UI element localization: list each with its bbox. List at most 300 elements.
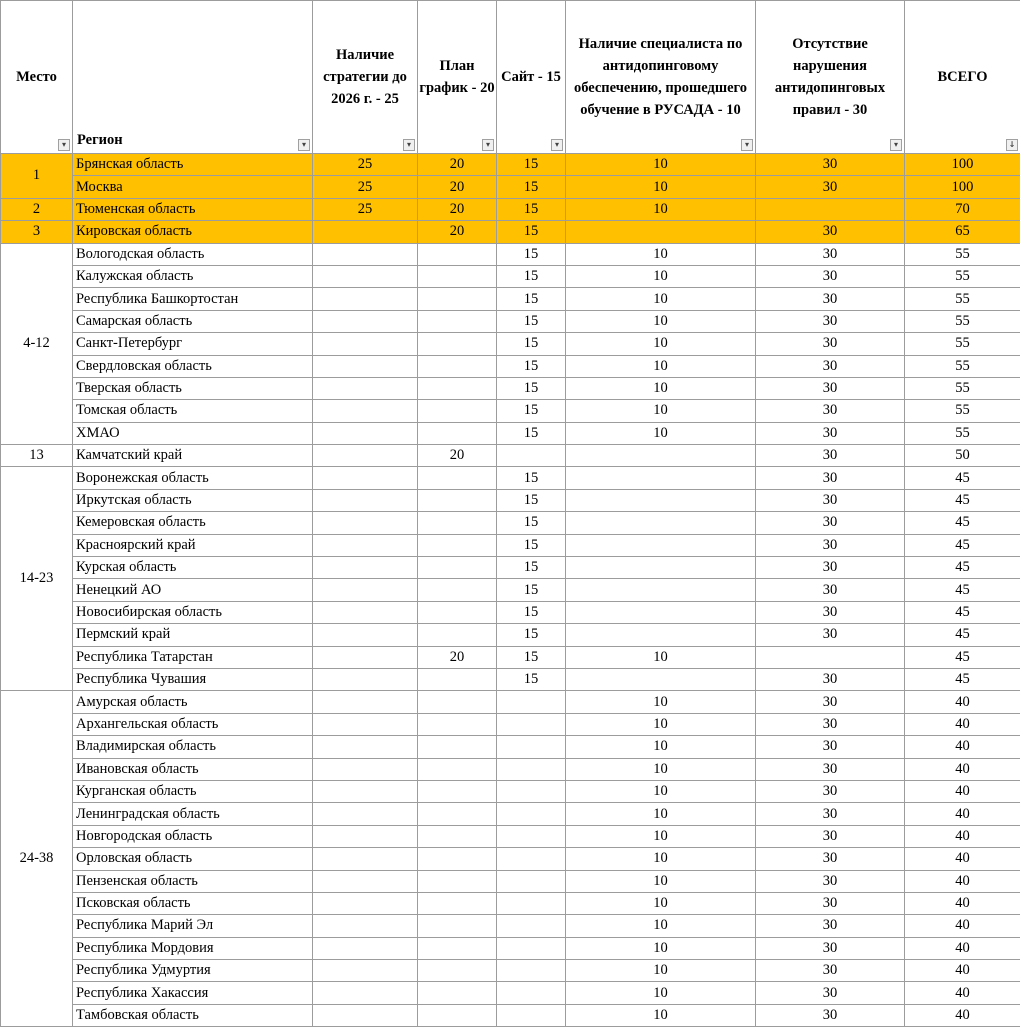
violations-cell[interactable]: 30	[756, 982, 905, 1004]
specialist-cell[interactable]: 10	[566, 848, 756, 870]
specialist-cell[interactable]: 10	[566, 758, 756, 780]
region-cell[interactable]: Воронежская область	[73, 467, 313, 489]
total-cell[interactable]: 40	[905, 825, 1020, 847]
strategy-cell[interactable]	[313, 310, 418, 332]
total-cell[interactable]: 40	[905, 892, 1020, 914]
table-row	[1, 780, 1020, 802]
specialist-cell[interactable]: 10	[566, 377, 756, 399]
total-cell[interactable]: 45	[905, 512, 1020, 534]
violations-cell[interactable]: 30	[756, 579, 905, 601]
region-cell[interactable]: Республика Удмуртия	[73, 960, 313, 982]
place-cell[interactable]: 4-12	[1, 243, 73, 445]
specialist-cell[interactable]	[566, 624, 756, 646]
total-cell[interactable]: 45	[905, 557, 1020, 579]
filter-dropdown-icon[interactable]: ▾	[58, 139, 70, 151]
total-cell[interactable]: 40	[905, 691, 1020, 713]
violations-cell[interactable]: 30	[756, 1004, 905, 1026]
specialist-cell[interactable]: 10	[566, 288, 756, 310]
site-cell[interactable]: 15	[497, 668, 566, 690]
strategy-cell[interactable]	[313, 221, 418, 243]
total-cell[interactable]: 55	[905, 377, 1020, 399]
strategy-cell[interactable]	[313, 668, 418, 690]
specialist-cell[interactable]	[566, 601, 756, 623]
strategy-cell[interactable]: 25	[313, 198, 418, 220]
violations-cell[interactable]: 30	[756, 400, 905, 422]
violations-cell[interactable]: 30	[756, 915, 905, 937]
specialist-cell[interactable]	[566, 445, 756, 467]
total-cell[interactable]: 45	[905, 624, 1020, 646]
violations-cell[interactable]: 30	[756, 422, 905, 444]
total-cell[interactable]: 55	[905, 400, 1020, 422]
site-cell[interactable]	[497, 445, 566, 467]
violations-cell[interactable]: 30	[756, 265, 905, 287]
region-cell[interactable]: Орловская область	[73, 848, 313, 870]
total-cell[interactable]: 45	[905, 579, 1020, 601]
region-cell[interactable]: Брянская область	[73, 154, 313, 176]
strategy-cell[interactable]	[313, 937, 418, 959]
plan-cell[interactable]	[418, 467, 497, 489]
specialist-cell[interactable]: 10	[566, 154, 756, 176]
violations-cell[interactable]: 30	[756, 288, 905, 310]
plan-cell[interactable]	[418, 310, 497, 332]
site-cell[interactable]: 15	[497, 176, 566, 198]
plan-cell[interactable]	[418, 579, 497, 601]
place-cell[interactable]: 1	[1, 154, 73, 199]
specialist-cell[interactable]: 10	[566, 937, 756, 959]
violations-cell[interactable]: 30	[756, 758, 905, 780]
region-cell[interactable]: Республика Татарстан	[73, 646, 313, 668]
specialist-cell[interactable]: 10	[566, 803, 756, 825]
strategy-cell[interactable]	[313, 467, 418, 489]
site-cell[interactable]: 15	[497, 489, 566, 511]
violations-cell[interactable]: 30	[756, 333, 905, 355]
site-cell[interactable]	[497, 691, 566, 713]
plan-cell[interactable]	[418, 333, 497, 355]
region-cell[interactable]: Красноярский край	[73, 534, 313, 556]
strategy-cell[interactable]	[313, 624, 418, 646]
plan-cell[interactable]	[418, 982, 497, 1004]
strategy-cell[interactable]: 25	[313, 154, 418, 176]
strategy-cell[interactable]	[313, 915, 418, 937]
total-cell[interactable]: 55	[905, 288, 1020, 310]
strategy-cell[interactable]	[313, 333, 418, 355]
plan-cell[interactable]	[418, 243, 497, 265]
region-cell[interactable]: Новгородская область	[73, 825, 313, 847]
plan-cell[interactable]	[418, 870, 497, 892]
plan-cell[interactable]	[418, 780, 497, 802]
plan-cell[interactable]	[418, 512, 497, 534]
plan-cell[interactable]	[418, 758, 497, 780]
plan-cell[interactable]	[418, 915, 497, 937]
plan-cell[interactable]: 20	[418, 198, 497, 220]
violations-cell[interactable]	[756, 198, 905, 220]
site-cell[interactable]: 15	[497, 422, 566, 444]
plan-cell[interactable]	[418, 422, 497, 444]
strategy-cell[interactable]	[313, 758, 418, 780]
strategy-cell[interactable]	[313, 736, 418, 758]
plan-cell[interactable]	[418, 1004, 497, 1026]
strategy-cell[interactable]	[313, 1004, 418, 1026]
region-cell[interactable]: Тюменская область	[73, 198, 313, 220]
region-cell[interactable]: Кировская область	[73, 221, 313, 243]
region-cell[interactable]: Пермский край	[73, 624, 313, 646]
total-cell[interactable]: 55	[905, 310, 1020, 332]
plan-cell[interactable]: 20	[418, 154, 497, 176]
plan-cell[interactable]	[418, 960, 497, 982]
specialist-cell[interactable]: 10	[566, 691, 756, 713]
specialist-cell[interactable]: 10	[566, 736, 756, 758]
site-cell[interactable]	[497, 736, 566, 758]
filter-dropdown-icon[interactable]: ▾	[298, 139, 310, 151]
site-cell[interactable]	[497, 960, 566, 982]
violations-cell[interactable]: 30	[756, 825, 905, 847]
strategy-cell[interactable]: 25	[313, 176, 418, 198]
specialist-cell[interactable]: 10	[566, 1004, 756, 1026]
specialist-cell[interactable]: 10	[566, 780, 756, 802]
site-cell[interactable]	[497, 825, 566, 847]
specialist-cell[interactable]	[566, 489, 756, 511]
region-cell[interactable]: ХМАО	[73, 422, 313, 444]
table-row	[1, 534, 1020, 556]
violations-cell[interactable]: 30	[756, 601, 905, 623]
region-cell[interactable]: Самарская область	[73, 310, 313, 332]
plan-cell[interactable]	[418, 355, 497, 377]
total-cell[interactable]: 55	[905, 333, 1020, 355]
plan-cell[interactable]	[418, 736, 497, 758]
total-cell[interactable]: 40	[905, 758, 1020, 780]
strategy-cell[interactable]	[313, 646, 418, 668]
total-cell[interactable]: 45	[905, 467, 1020, 489]
plan-cell[interactable]	[418, 892, 497, 914]
site-cell[interactable]: 15	[497, 198, 566, 220]
filter-dropdown-icon[interactable]: ▾	[741, 139, 753, 151]
total-cell[interactable]: 40	[905, 1004, 1020, 1026]
region-cell[interactable]: Ненецкий АО	[73, 579, 313, 601]
violations-cell[interactable]: 30	[756, 489, 905, 511]
total-cell[interactable]: 40	[905, 937, 1020, 959]
specialist-cell[interactable]: 10	[566, 422, 756, 444]
site-cell[interactable]	[497, 1004, 566, 1026]
total-cell[interactable]: 45	[905, 668, 1020, 690]
plan-cell[interactable]	[418, 601, 497, 623]
site-cell[interactable]	[497, 892, 566, 914]
specialist-cell[interactable]: 10	[566, 892, 756, 914]
strategy-cell[interactable]	[313, 377, 418, 399]
total-cell[interactable]: 40	[905, 803, 1020, 825]
place-cell[interactable]: 2	[1, 198, 73, 220]
specialist-cell[interactable]	[566, 512, 756, 534]
total-cell[interactable]: 40	[905, 713, 1020, 735]
strategy-cell[interactable]	[313, 243, 418, 265]
specialist-cell[interactable]: 10	[566, 713, 756, 735]
site-cell[interactable]: 15	[497, 512, 566, 534]
site-cell[interactable]: 15	[497, 154, 566, 176]
table-row	[1, 915, 1020, 937]
plan-cell[interactable]	[418, 489, 497, 511]
region-cell[interactable]: Курская область	[73, 557, 313, 579]
total-cell[interactable]: 40	[905, 780, 1020, 802]
region-cell[interactable]: Вологодская область	[73, 243, 313, 265]
site-cell[interactable]	[497, 982, 566, 1004]
strategy-cell[interactable]	[313, 422, 418, 444]
place-cell[interactable]: 13	[1, 445, 73, 467]
specialist-cell[interactable]: 10	[566, 265, 756, 287]
specialist-cell[interactable]: 10	[566, 176, 756, 198]
filter-dropdown-icon[interactable]: ▾	[403, 139, 415, 151]
region-cell[interactable]: Республика Чувашия	[73, 668, 313, 690]
region-cell[interactable]: Республика Марий Эл	[73, 915, 313, 937]
violations-cell[interactable]: 30	[756, 377, 905, 399]
region-cell[interactable]: Ленинградская область	[73, 803, 313, 825]
plan-cell[interactable]	[418, 534, 497, 556]
region-cell[interactable]: Амурская область	[73, 691, 313, 713]
total-cell[interactable]: 55	[905, 265, 1020, 287]
plan-cell[interactable]	[418, 377, 497, 399]
total-cell[interactable]: 50	[905, 445, 1020, 467]
violations-cell[interactable]: 30	[756, 713, 905, 735]
violations-cell[interactable]: 30	[756, 736, 905, 758]
site-cell[interactable]	[497, 870, 566, 892]
region-cell[interactable]: Псковская область	[73, 892, 313, 914]
plan-cell[interactable]	[418, 848, 497, 870]
site-cell[interactable]	[497, 803, 566, 825]
region-cell[interactable]: Калужская область	[73, 265, 313, 287]
site-cell[interactable]	[497, 937, 566, 959]
plan-cell[interactable]	[418, 265, 497, 287]
plan-cell[interactable]: 20	[418, 221, 497, 243]
site-cell[interactable]	[497, 848, 566, 870]
specialist-cell[interactable]: 10	[566, 646, 756, 668]
table-row	[1, 825, 1020, 847]
specialist-cell[interactable]: 10	[566, 198, 756, 220]
violations-cell[interactable]: 30	[756, 557, 905, 579]
site-cell[interactable]: 15	[497, 579, 566, 601]
total-cell[interactable]: 40	[905, 960, 1020, 982]
violations-cell[interactable]: 30	[756, 691, 905, 713]
plan-cell[interactable]	[418, 624, 497, 646]
strategy-cell[interactable]	[313, 848, 418, 870]
place-cell[interactable]: 14-23	[1, 467, 73, 691]
table-row	[1, 198, 1020, 220]
table-row	[1, 960, 1020, 982]
total-cell[interactable]: 100	[905, 176, 1020, 198]
plan-cell[interactable]	[418, 803, 497, 825]
region-cell[interactable]: Ивановская область	[73, 758, 313, 780]
site-cell[interactable]: 15	[497, 534, 566, 556]
total-cell[interactable]: 45	[905, 534, 1020, 556]
specialist-cell[interactable]: 10	[566, 243, 756, 265]
site-cell[interactable]: 15	[497, 265, 566, 287]
site-cell[interactable]	[497, 780, 566, 802]
filter-dropdown-icon[interactable]: ▾	[482, 139, 494, 151]
site-cell[interactable]	[497, 915, 566, 937]
region-cell[interactable]: Курганская область	[73, 780, 313, 802]
total-cell[interactable]: 55	[905, 243, 1020, 265]
violations-cell[interactable]: 30	[756, 221, 905, 243]
strategy-cell[interactable]	[313, 870, 418, 892]
plan-cell[interactable]	[418, 691, 497, 713]
strategy-cell[interactable]	[313, 400, 418, 422]
total-cell[interactable]: 40	[905, 915, 1020, 937]
plan-cell[interactable]	[418, 668, 497, 690]
plan-cell[interactable]	[418, 400, 497, 422]
violations-cell[interactable]: 30	[756, 848, 905, 870]
region-cell[interactable]: Владимирская область	[73, 736, 313, 758]
strategy-cell[interactable]	[313, 691, 418, 713]
total-cell[interactable]: 40	[905, 982, 1020, 1004]
violations-cell[interactable]: 30	[756, 355, 905, 377]
violations-cell[interactable]: 30	[756, 310, 905, 332]
total-cell[interactable]: 55	[905, 355, 1020, 377]
site-cell[interactable]: 15	[497, 355, 566, 377]
specialist-cell[interactable]	[566, 579, 756, 601]
specialist-cell[interactable]	[566, 534, 756, 556]
violations-cell[interactable]: 30	[756, 176, 905, 198]
strategy-cell[interactable]	[313, 601, 418, 623]
strategy-cell[interactable]	[313, 534, 418, 556]
site-cell[interactable]: 15	[497, 333, 566, 355]
place-cell[interactable]: 3	[1, 221, 73, 243]
plan-cell[interactable]: 20	[418, 176, 497, 198]
strategy-cell[interactable]	[313, 579, 418, 601]
specialist-cell[interactable]: 10	[566, 960, 756, 982]
region-cell[interactable]: Тверская область	[73, 377, 313, 399]
total-cell[interactable]: 40	[905, 870, 1020, 892]
violations-cell[interactable]: 30	[756, 445, 905, 467]
column-header-total-label: ВСЕГО	[938, 69, 988, 85]
strategy-cell[interactable]	[313, 445, 418, 467]
region-cell[interactable]: Архангельская область	[73, 713, 313, 735]
total-cell[interactable]: 45	[905, 646, 1020, 668]
site-cell[interactable]: 15	[497, 624, 566, 646]
specialist-cell[interactable]	[566, 557, 756, 579]
violations-cell[interactable]	[756, 646, 905, 668]
violations-cell[interactable]: 30	[756, 870, 905, 892]
violations-cell[interactable]: 30	[756, 780, 905, 802]
violations-cell[interactable]: 30	[756, 154, 905, 176]
region-cell[interactable]: Тамбовская область	[73, 1004, 313, 1026]
site-cell[interactable]: 15	[497, 243, 566, 265]
violations-cell[interactable]: 30	[756, 668, 905, 690]
site-cell[interactable]: 15	[497, 221, 566, 243]
site-cell[interactable]: 15	[497, 310, 566, 332]
site-cell[interactable]: 15	[497, 557, 566, 579]
strategy-cell[interactable]	[313, 803, 418, 825]
region-cell[interactable]: Иркутская область	[73, 489, 313, 511]
region-cell[interactable]: Республика Башкортостан	[73, 288, 313, 310]
specialist-cell[interactable]	[566, 668, 756, 690]
specialist-cell[interactable]: 10	[566, 400, 756, 422]
region-cell[interactable]: Камчатский край	[73, 445, 313, 467]
region-cell[interactable]: Республика Мордовия	[73, 937, 313, 959]
specialist-cell[interactable]: 10	[566, 355, 756, 377]
plan-cell[interactable]	[418, 713, 497, 735]
region-cell[interactable]: Томская область	[73, 400, 313, 422]
site-cell[interactable]	[497, 713, 566, 735]
plan-cell[interactable]	[418, 937, 497, 959]
strategy-cell[interactable]	[313, 892, 418, 914]
violations-cell[interactable]: 30	[756, 534, 905, 556]
plan-cell[interactable]	[418, 288, 497, 310]
table-row	[1, 691, 1020, 713]
sort-descending-icon[interactable]: ↓	[1006, 139, 1018, 151]
plan-cell[interactable]: 20	[418, 646, 497, 668]
site-cell[interactable]: 15	[497, 288, 566, 310]
violations-cell[interactable]: 30	[756, 960, 905, 982]
site-cell[interactable]: 15	[497, 377, 566, 399]
strategy-cell[interactable]	[313, 982, 418, 1004]
specialist-cell[interactable]: 10	[566, 333, 756, 355]
strategy-cell[interactable]	[313, 960, 418, 982]
violations-cell[interactable]: 30	[756, 624, 905, 646]
violations-cell[interactable]: 30	[756, 937, 905, 959]
violations-cell[interactable]: 30	[756, 803, 905, 825]
strategy-cell[interactable]	[313, 288, 418, 310]
site-cell[interactable]: 15	[497, 601, 566, 623]
specialist-cell[interactable]	[566, 221, 756, 243]
table-row	[1, 288, 1020, 310]
specialist-cell[interactable]: 10	[566, 825, 756, 847]
specialist-cell[interactable]: 10	[566, 310, 756, 332]
specialist-cell[interactable]: 10	[566, 982, 756, 1004]
total-cell[interactable]: 45	[905, 601, 1020, 623]
plan-cell[interactable]: 20	[418, 445, 497, 467]
specialist-cell[interactable]: 10	[566, 870, 756, 892]
region-cell[interactable]: Пензенская область	[73, 870, 313, 892]
table-row	[1, 736, 1020, 758]
site-cell[interactable]: 15	[497, 467, 566, 489]
total-cell[interactable]: 45	[905, 489, 1020, 511]
total-cell[interactable]: 70	[905, 198, 1020, 220]
specialist-cell[interactable]: 10	[566, 915, 756, 937]
strategy-cell[interactable]	[313, 713, 418, 735]
region-cell[interactable]: Москва	[73, 176, 313, 198]
site-cell[interactable]: 15	[497, 646, 566, 668]
region-cell[interactable]: Кемеровская область	[73, 512, 313, 534]
total-cell[interactable]: 55	[905, 422, 1020, 444]
total-cell[interactable]: 40	[905, 848, 1020, 870]
strategy-cell[interactable]	[313, 265, 418, 287]
strategy-cell[interactable]	[313, 489, 418, 511]
strategy-cell[interactable]	[313, 780, 418, 802]
specialist-cell[interactable]	[566, 467, 756, 489]
strategy-cell[interactable]	[313, 355, 418, 377]
column-header-strategy-label: Наличие стратегии до 2026 г. - 25	[323, 47, 407, 107]
strategy-cell[interactable]	[313, 512, 418, 534]
total-cell[interactable]: 65	[905, 221, 1020, 243]
plan-cell[interactable]	[418, 825, 497, 847]
violations-cell[interactable]: 30	[756, 467, 905, 489]
region-cell[interactable]: Республика Хакассия	[73, 982, 313, 1004]
total-cell[interactable]: 40	[905, 736, 1020, 758]
plan-cell[interactable]	[418, 557, 497, 579]
filter-dropdown-icon[interactable]: ▾	[551, 139, 563, 151]
violations-cell[interactable]: 30	[756, 892, 905, 914]
region-cell[interactable]: Свердловская область	[73, 355, 313, 377]
region-cell[interactable]: Санкт-Петербург	[73, 333, 313, 355]
table-row	[1, 512, 1020, 534]
filter-dropdown-icon[interactable]: ▾	[890, 139, 902, 151]
place-cell[interactable]: 24-38	[1, 691, 73, 1027]
violations-cell[interactable]: 30	[756, 243, 905, 265]
total-cell[interactable]: 100	[905, 154, 1020, 176]
violations-cell[interactable]: 30	[756, 512, 905, 534]
site-cell[interactable]: 15	[497, 400, 566, 422]
strategy-cell[interactable]	[313, 825, 418, 847]
region-cell[interactable]: Новосибирская область	[73, 601, 313, 623]
site-cell[interactable]	[497, 758, 566, 780]
strategy-cell[interactable]	[313, 557, 418, 579]
